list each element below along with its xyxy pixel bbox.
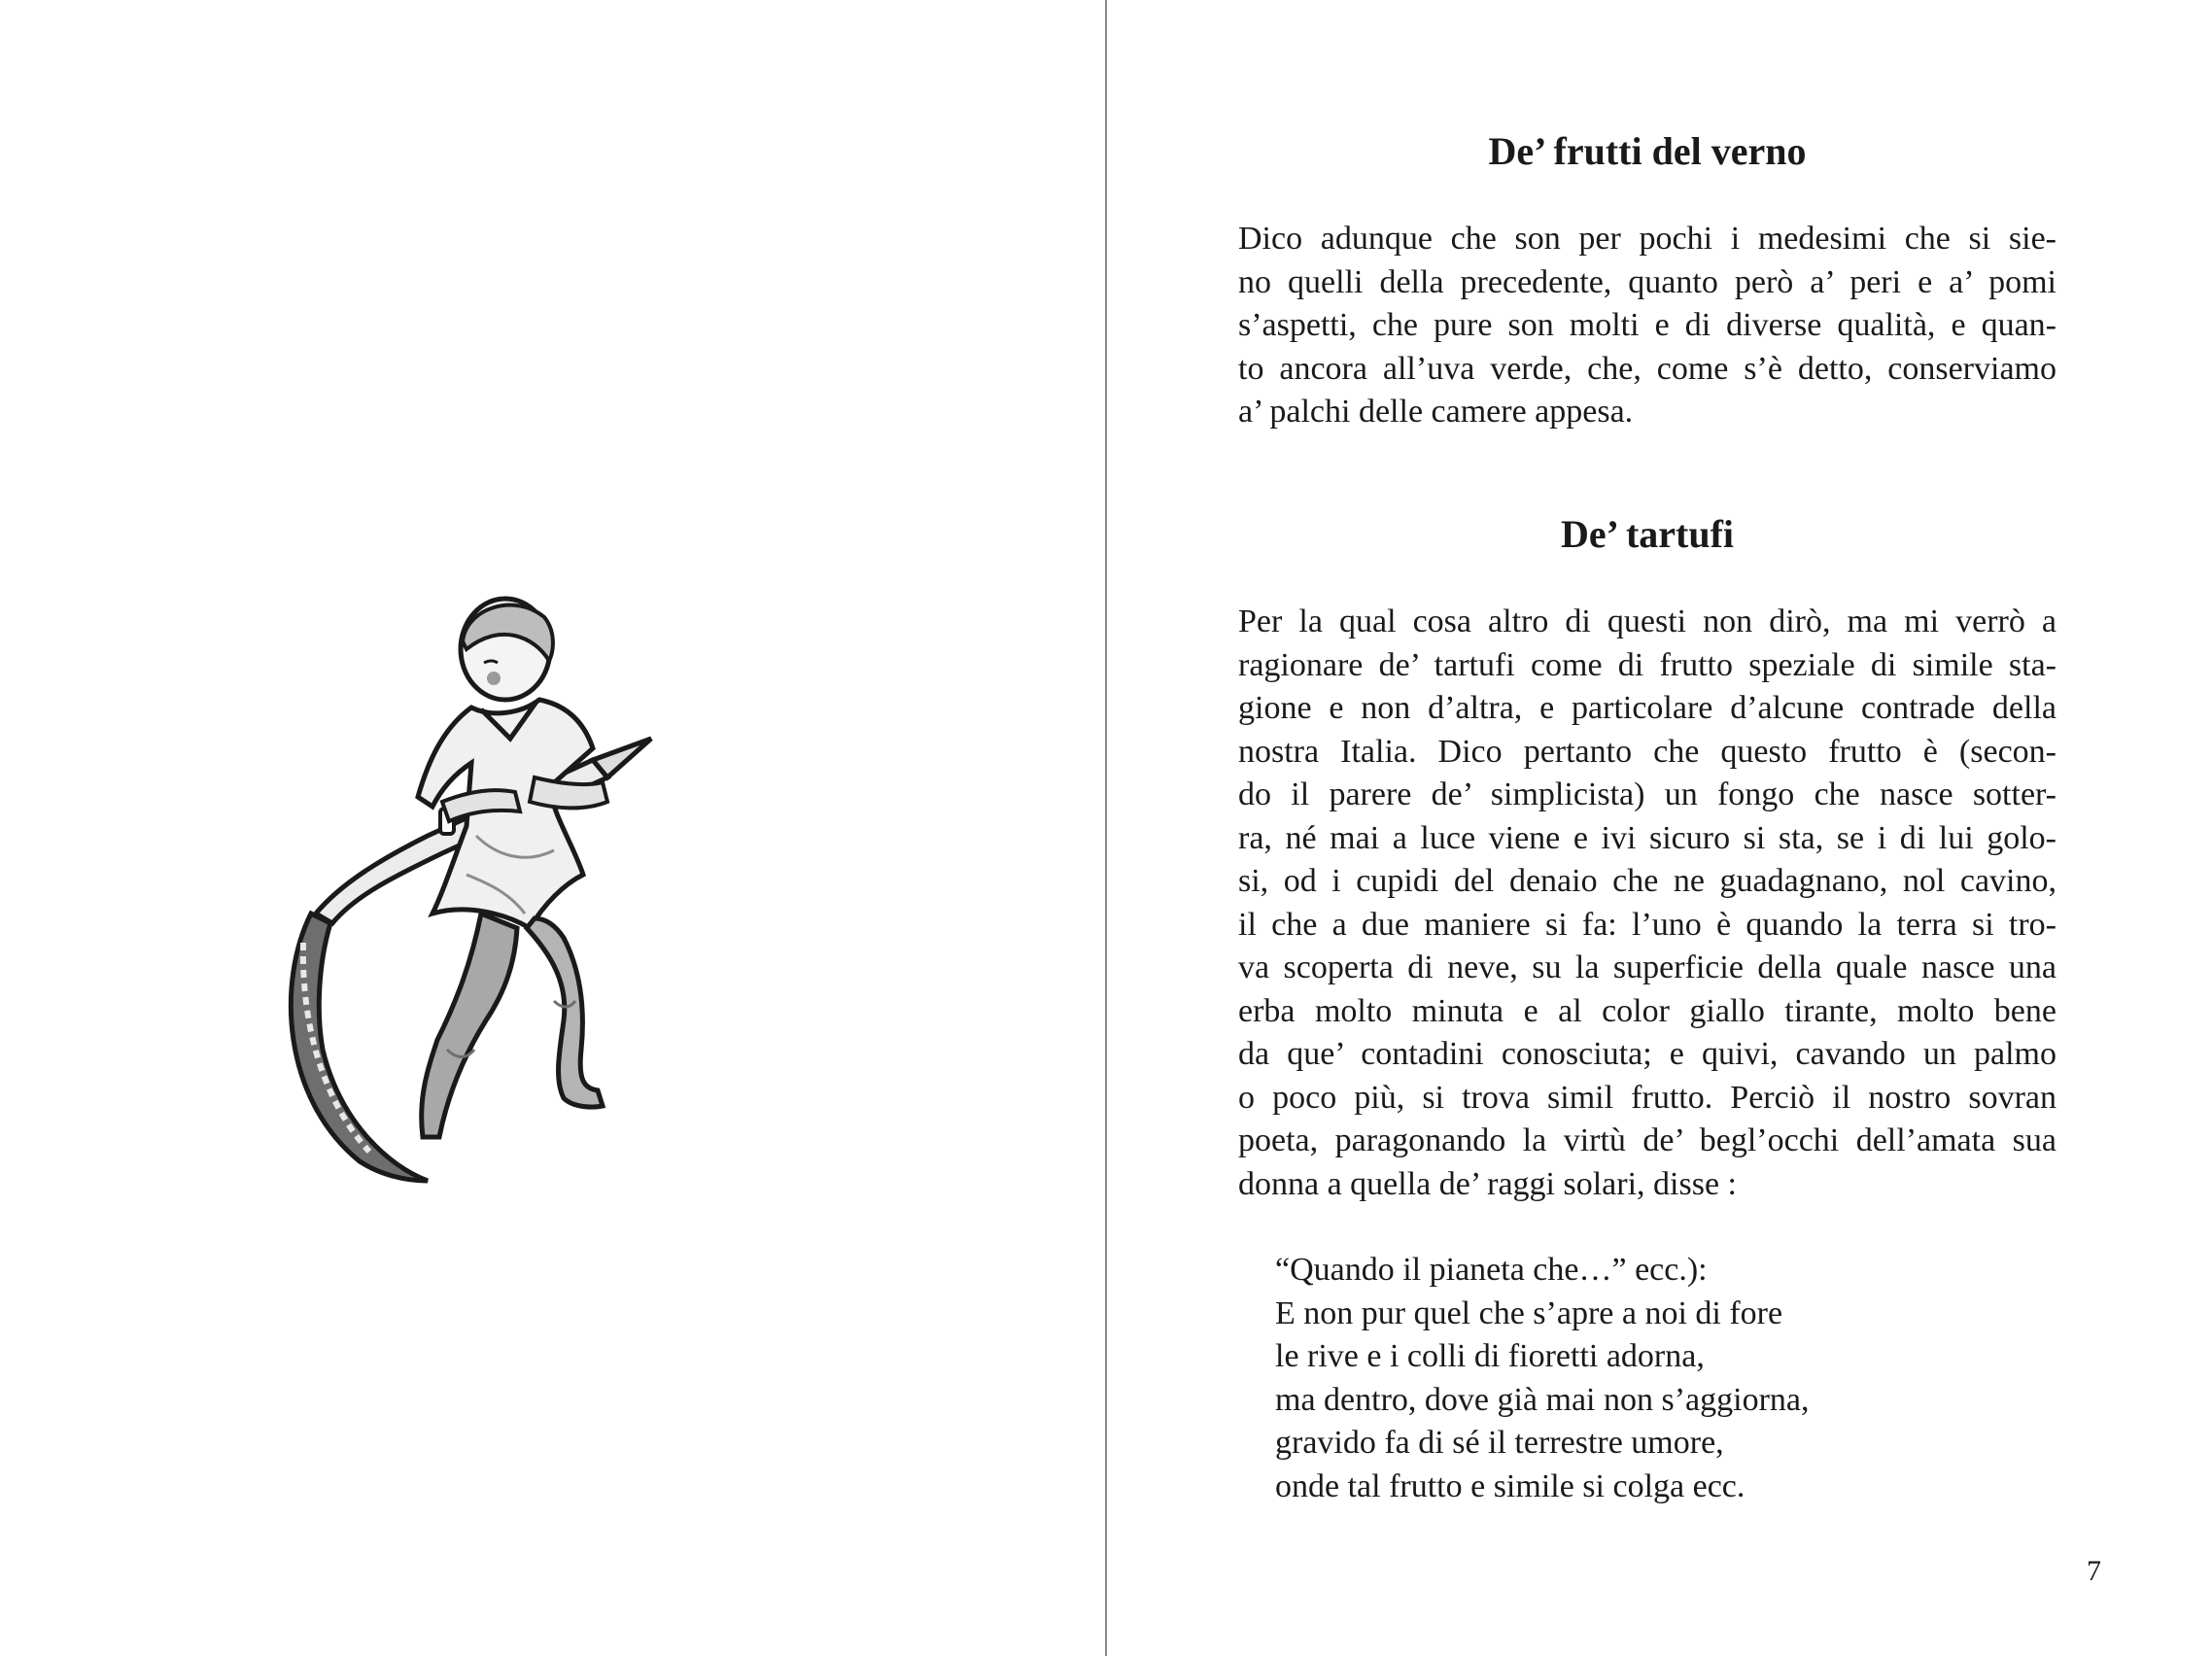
- verse-line: ma dentro, dove già mai non s’aggiorna,: [1275, 1381, 1810, 1418]
- verse-line: gravido fa di sé il terrestre umore,: [1275, 1425, 1724, 1461]
- text-line: Per la qual cosa altro di questi non dirò, ma mi verrò a: [1238, 604, 2056, 639]
- right-page: [1108, 0, 2212, 1656]
- verse-quotation: [1238, 1249, 2056, 1508]
- text-line: il che a due maniere si fa: l’uno è quando la terra si tro-: [1238, 906, 2056, 943]
- page-gutter: [1105, 0, 1107, 1656]
- text-line: a’ palchi delle camere appesa.: [1238, 394, 1634, 430]
- section-tartufi: [1238, 511, 2056, 1508]
- text-line: poeta, paragonando la virtù de’ begl’occhi dell’amata sua: [1238, 1122, 2056, 1158]
- text-line: nostra Italia. Dico pertanto che questo frutto è (secon-: [1238, 733, 2056, 770]
- reaper-legs: [422, 914, 517, 1137]
- text-line: si, od i cupidi del denaio che ne guadagnano, nol cavino,: [1238, 863, 2056, 899]
- paragraph-tartufi: [1238, 601, 2056, 1206]
- text-line: o poco più, si trova simil frutto. Perciò il nostro sovran: [1238, 1079, 2056, 1116]
- section-title-tartufi: De’ tartufi: [1560, 512, 1735, 556]
- verse-line: “Quando il pianeta che…” ecc.):: [1275, 1252, 1708, 1288]
- text-line: Dico adunque che son per pochi i medesimi che si sie-: [1238, 221, 2056, 257]
- text-line: no quelli della precedente, quanto però a’ peri e a’ pomi: [1238, 263, 2056, 300]
- text-line: donna a quella de’ raggi solari, disse :: [1238, 1165, 1737, 1202]
- section-frutti-del-verno: [1238, 128, 2056, 434]
- text-line: va scoperta di neve, su la superficie della quale nasce una: [1238, 949, 2056, 985]
- text-line: da que’ contadini conosciuta; e quivi, cavando un palmo: [1238, 1036, 2056, 1072]
- text-line: do il parere de’ simplicista) un fongo che nasce sotter-: [1238, 776, 2056, 812]
- verse-line: onde tal frutto e simile si colga ecc.: [1275, 1467, 1745, 1504]
- scythe-reaper-illustration: [272, 593, 816, 1195]
- text-line: gione e non d’altra, e particolare d’alcune contrade della: [1238, 690, 2056, 726]
- text-line: erba molto minuta e al color giallo tirante, molto bene: [1238, 992, 2056, 1029]
- page-number: 7: [2087, 1555, 2101, 1587]
- verse-line: E non pur quel che s’apre a noi di fore: [1275, 1294, 1783, 1331]
- verse-line: le rive e i colli di fioretti adorna,: [1275, 1338, 1705, 1374]
- text-line: s’aspetti, che pure son molti e di diverse qualità, e quan-: [1238, 307, 2056, 343]
- paragraph-frutti-del-verno: [1238, 218, 2056, 434]
- section-title-frutti-del-verno: De’ frutti del verno: [1488, 129, 1807, 173]
- text-line: ragionare de’ tartufi come di frutto speziale di simile sta-: [1238, 646, 2056, 683]
- text-line: ra, né mai a luce viene e ivi sicuro si sta, se i di lui golo-: [1238, 819, 2056, 856]
- text-line: to ancora all’uva verde, che, come s’è detto, conserviamo: [1238, 350, 2056, 387]
